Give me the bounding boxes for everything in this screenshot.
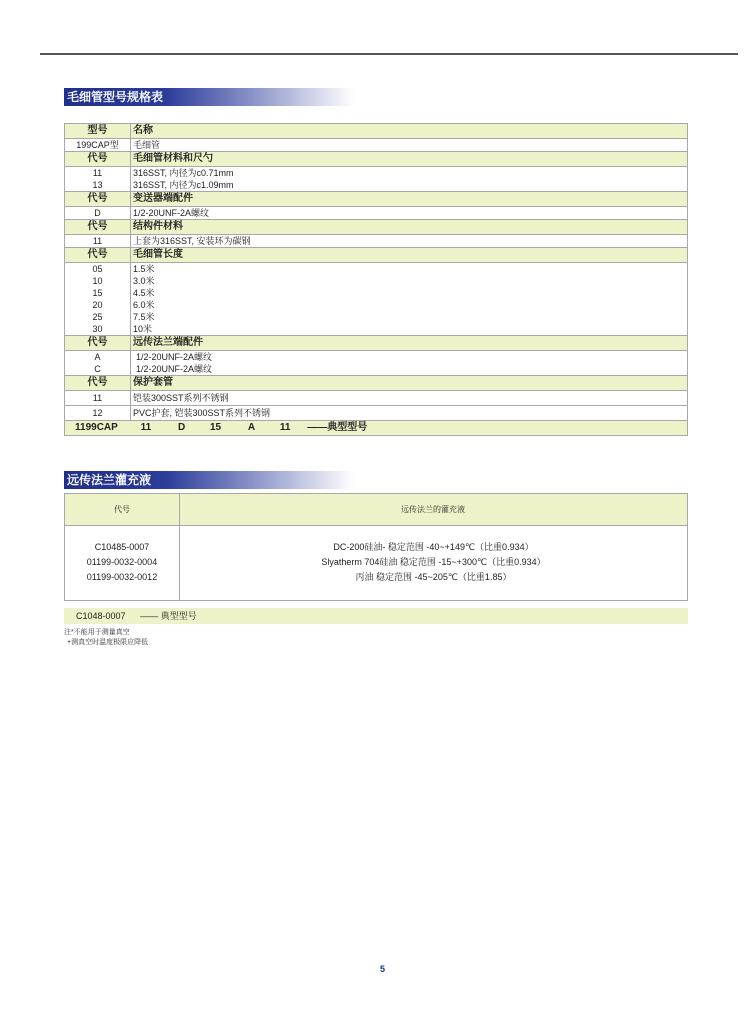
code-header: 代号 bbox=[65, 248, 131, 263]
typical-model-row bbox=[65, 421, 688, 436]
code-header: 代号 bbox=[65, 376, 131, 391]
desc-cell: 毛细管 bbox=[131, 139, 688, 152]
code-header: 代号 bbox=[65, 220, 131, 235]
list-item: 01199-0032-0004 bbox=[86, 557, 158, 567]
list-item: 丙油 稳定范围 -45~205℃（比重1.85） bbox=[355, 572, 512, 582]
code-cell: 12 bbox=[65, 406, 131, 421]
example-part: A bbox=[247, 422, 256, 433]
table-row bbox=[65, 207, 688, 220]
name-header: 保护套管 bbox=[131, 376, 688, 391]
table-header-row bbox=[65, 152, 688, 167]
desc-cell: 1.5米 3.0米 4.5米 6.0米 7.5米 10米 bbox=[131, 263, 688, 336]
table-row bbox=[65, 235, 688, 248]
code-header: 代号 bbox=[65, 192, 131, 207]
code-cell: D bbox=[65, 207, 131, 220]
example-part: 15 bbox=[209, 422, 222, 433]
example-part: D bbox=[177, 422, 186, 433]
code-cell: A C bbox=[65, 351, 131, 376]
example-code: C1048-0007 bbox=[76, 611, 126, 621]
code-header: 代号 bbox=[65, 336, 131, 351]
example-suffix: —— 典型型号 bbox=[140, 611, 197, 621]
table-row bbox=[65, 351, 688, 376]
footnote: 注*不能用于测量真空 bbox=[64, 629, 130, 636]
table-row bbox=[65, 167, 688, 192]
footnotes bbox=[64, 628, 148, 648]
fill-fluid-table bbox=[64, 493, 688, 601]
desc-cell: 铠装300SST系列不锈钢 bbox=[131, 391, 688, 406]
fill-codes bbox=[65, 540, 179, 585]
name-header: 远传法兰端配件 bbox=[131, 336, 688, 351]
code-header: 型号 bbox=[65, 124, 131, 139]
desc-cell: 316SST, 内径为c0.71mm 316SST, 内径为c1.09mm bbox=[131, 167, 688, 192]
name-header: 毛细管材料和尺勺 bbox=[131, 152, 688, 167]
table-header-row bbox=[65, 376, 688, 391]
code-cell: 199CAP型 bbox=[65, 139, 131, 152]
desc-cell: 上套为316SST, 安装环为碳钢 bbox=[131, 235, 688, 248]
page-number: 5 bbox=[379, 964, 385, 974]
table-header-row bbox=[65, 192, 688, 207]
fill-table-body bbox=[65, 526, 687, 601]
fill-descs bbox=[180, 540, 687, 585]
section-title-fill-fluid: 远传法兰灌充液 bbox=[64, 471, 354, 489]
table-row bbox=[65, 391, 688, 406]
name-header: 毛细管长度 bbox=[131, 248, 688, 263]
list-item: C10485-0007 bbox=[94, 542, 150, 552]
table-header-row bbox=[65, 124, 688, 139]
table-row bbox=[65, 406, 688, 421]
desc-header: 远传法兰的灌充液 bbox=[401, 505, 465, 514]
example-part: 11 bbox=[279, 422, 291, 433]
table-header-row bbox=[65, 248, 688, 263]
code-cell: 05 10 15 20 25 30 bbox=[65, 263, 131, 336]
code-header: 代号 bbox=[65, 494, 180, 525]
example-part: 1199CAP bbox=[75, 422, 118, 433]
code-cell: 11 13 bbox=[65, 167, 131, 192]
code-header: 代号 bbox=[65, 152, 131, 167]
table-header-row bbox=[65, 220, 688, 235]
table-row bbox=[65, 139, 688, 152]
table-header-row bbox=[65, 336, 688, 351]
list-item: Slyatherm 704硅油 稳定范围 -15~+300℃（比重0.934） bbox=[321, 557, 546, 567]
code-cell: 11 bbox=[65, 391, 131, 406]
list-item: DC-200硅油- 稳定范围 -40~+149℃（比重0.934） bbox=[333, 542, 534, 552]
desc-cell: 1/2-20UNF-2A螺纹 1/2-20UNF-2A螺纹 bbox=[131, 351, 688, 376]
top-rule bbox=[40, 53, 738, 55]
example-part: 11 bbox=[140, 422, 152, 433]
code-cell: 11 bbox=[65, 235, 131, 248]
section-title-capillary: 毛细管型号规格表 bbox=[64, 88, 354, 106]
list-item: 01199-0032-0012 bbox=[86, 572, 158, 582]
desc-cell: PVC护套, 铠装300SST系列不锈钢 bbox=[131, 406, 688, 421]
desc-cell: 1/2-20UNF-2A螺纹 bbox=[131, 207, 688, 220]
name-header: 名称 bbox=[131, 124, 688, 139]
name-header: 变送器端配件 bbox=[131, 192, 688, 207]
table-row bbox=[65, 263, 688, 336]
capillary-spec-table bbox=[64, 123, 688, 436]
example-suffix: ——典型型号 bbox=[307, 422, 368, 433]
footnote: +测真空时温度极限应降低 bbox=[67, 639, 149, 646]
typical-fill-code-row bbox=[64, 608, 688, 624]
fill-table-header bbox=[65, 494, 687, 526]
name-header: 结构件材料 bbox=[131, 220, 688, 235]
